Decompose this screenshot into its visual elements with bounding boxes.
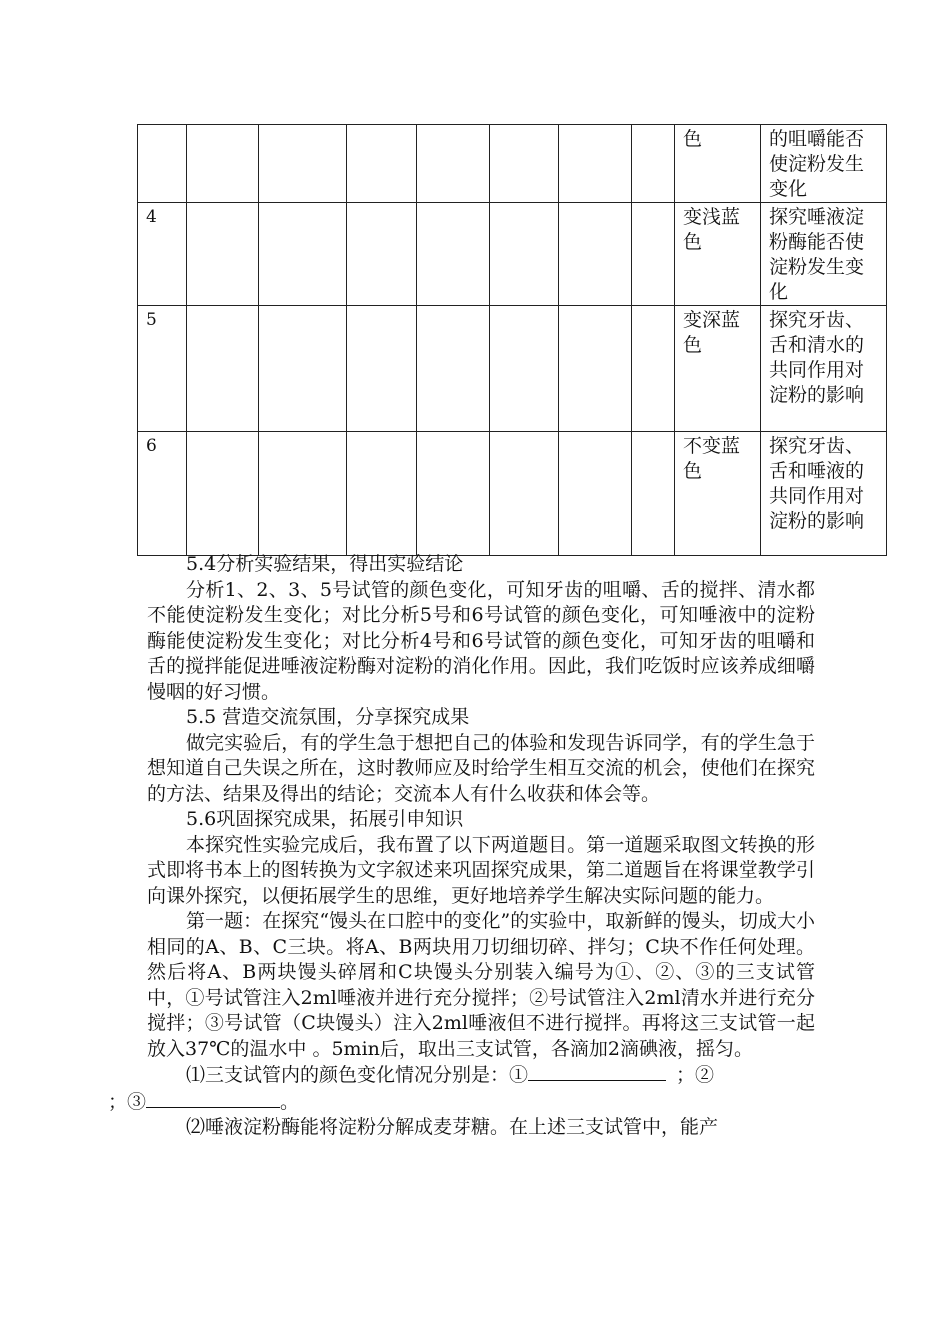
answer-blank-1[interactable] xyxy=(528,1062,666,1081)
question-1: 第一题：在探究“馒头在口腔中的变化”的实验中，取新鲜的馒头，切成大小相同的A、B、C三块。将A、B两块用刀切细切碎、拌匀；C块不作任何处理。然后将A、B两块馒头碎屑和C块馒头分别装入编号为①、②、③的三支试管中，①号试管注入2ml唾液并进行充分搅拌；②号试管注入2ml清水并进行充分搅拌；③号试管（C块馒头）注入2ml唾液但不进行搅拌。再将这三支试管一起放入37℃的温水中 。5min后，取出三支试管，各滴加2滴碘液，摇匀。 xyxy=(147,910,815,1060)
experiment-purpose: 探究唾液淀粉酶能否使淀粉发生变化 xyxy=(761,203,887,306)
color-result: 色 xyxy=(675,125,761,203)
question-1-sub-1 xyxy=(108,1062,815,1115)
question-1-sub-2: ⑵唾液淀粉酶能将淀粉分解成麦芽糖。在上述三支试管中，能产 xyxy=(186,1116,719,1138)
color-result: 变深蓝色 xyxy=(675,306,761,432)
experiment-purpose: 探究牙齿、舌和唾液的共同作用对淀粉的影响 xyxy=(761,432,887,556)
tube-number: 6 xyxy=(138,432,187,556)
paragraph-5-6: 本探究性实验完成后，我布置了以下两道题目。第一道题采取图文转换的形式即将书本上的图转换为文字叙述来巩固探究成果，第二道题旨在将课堂教学引向课外探究，以便拓展学生的思维，更好地培养学生解决实际问题的能力。 xyxy=(147,833,815,907)
experiment-purpose: 的咀嚼能否使淀粉发生变化 xyxy=(761,125,887,203)
tube-number: 4 xyxy=(138,203,187,306)
experiment-table xyxy=(137,124,887,556)
answer-blank-3[interactable] xyxy=(146,1089,280,1108)
sub1-prefix: ⑴三支试管内的颜色变化情况分别是：① xyxy=(186,1064,529,1086)
section-heading-5-5: 5.5 营造交流氛围，分享探究成果 xyxy=(186,706,470,728)
paragraph-5-5: 做完实验后，有的学生急于想把自己的体验和发现告诉同学，有的学生急于想知道自己失误之所在，这时教师应及时给学生相互交流的机会，使他们在探究的方法、结果及得出的结论；交流本人有什么收获和体会等。 xyxy=(147,731,815,805)
table-row xyxy=(138,125,887,203)
sub1-end: 。 xyxy=(280,1090,300,1113)
color-result: 不变蓝色 xyxy=(675,432,761,556)
table-row xyxy=(138,203,887,306)
color-result: 变浅蓝色 xyxy=(675,203,761,306)
paragraph-5-4: 分析1、2、3、5号试管的颜色变化，可知牙齿的咀嚼、舌的搅拌、清水都不能使淀粉发生变化；对比分析5号和6号试管的颜色变化，可知唾液中的淀粉酶能使淀粉发生变化；对比分析4号和6号试管的颜色变化，可知牙齿的咀嚼和舌的搅拌能促进唾液淀粉酶对淀粉的消化作用。因此，我们吃饭时应该养成细嚼慢咽的好习惯。 xyxy=(147,578,815,703)
document-body xyxy=(108,552,815,1141)
sub1-line2-prefix: ；③ xyxy=(108,1090,147,1113)
sub1-mid: ；② xyxy=(676,1064,715,1086)
table-row xyxy=(138,306,887,432)
experiment-purpose: 探究牙齿、舌和清水的共同作用对淀粉的影响 xyxy=(761,306,887,432)
section-heading-5-4: 5.4分析实验结果，得出实验结论 xyxy=(186,553,464,575)
section-heading-5-6: 5.6巩固探究成果，拓展引申知识 xyxy=(186,808,464,830)
table-row xyxy=(138,432,887,556)
tube-number: 5 xyxy=(138,306,187,432)
tube-number xyxy=(138,125,187,203)
